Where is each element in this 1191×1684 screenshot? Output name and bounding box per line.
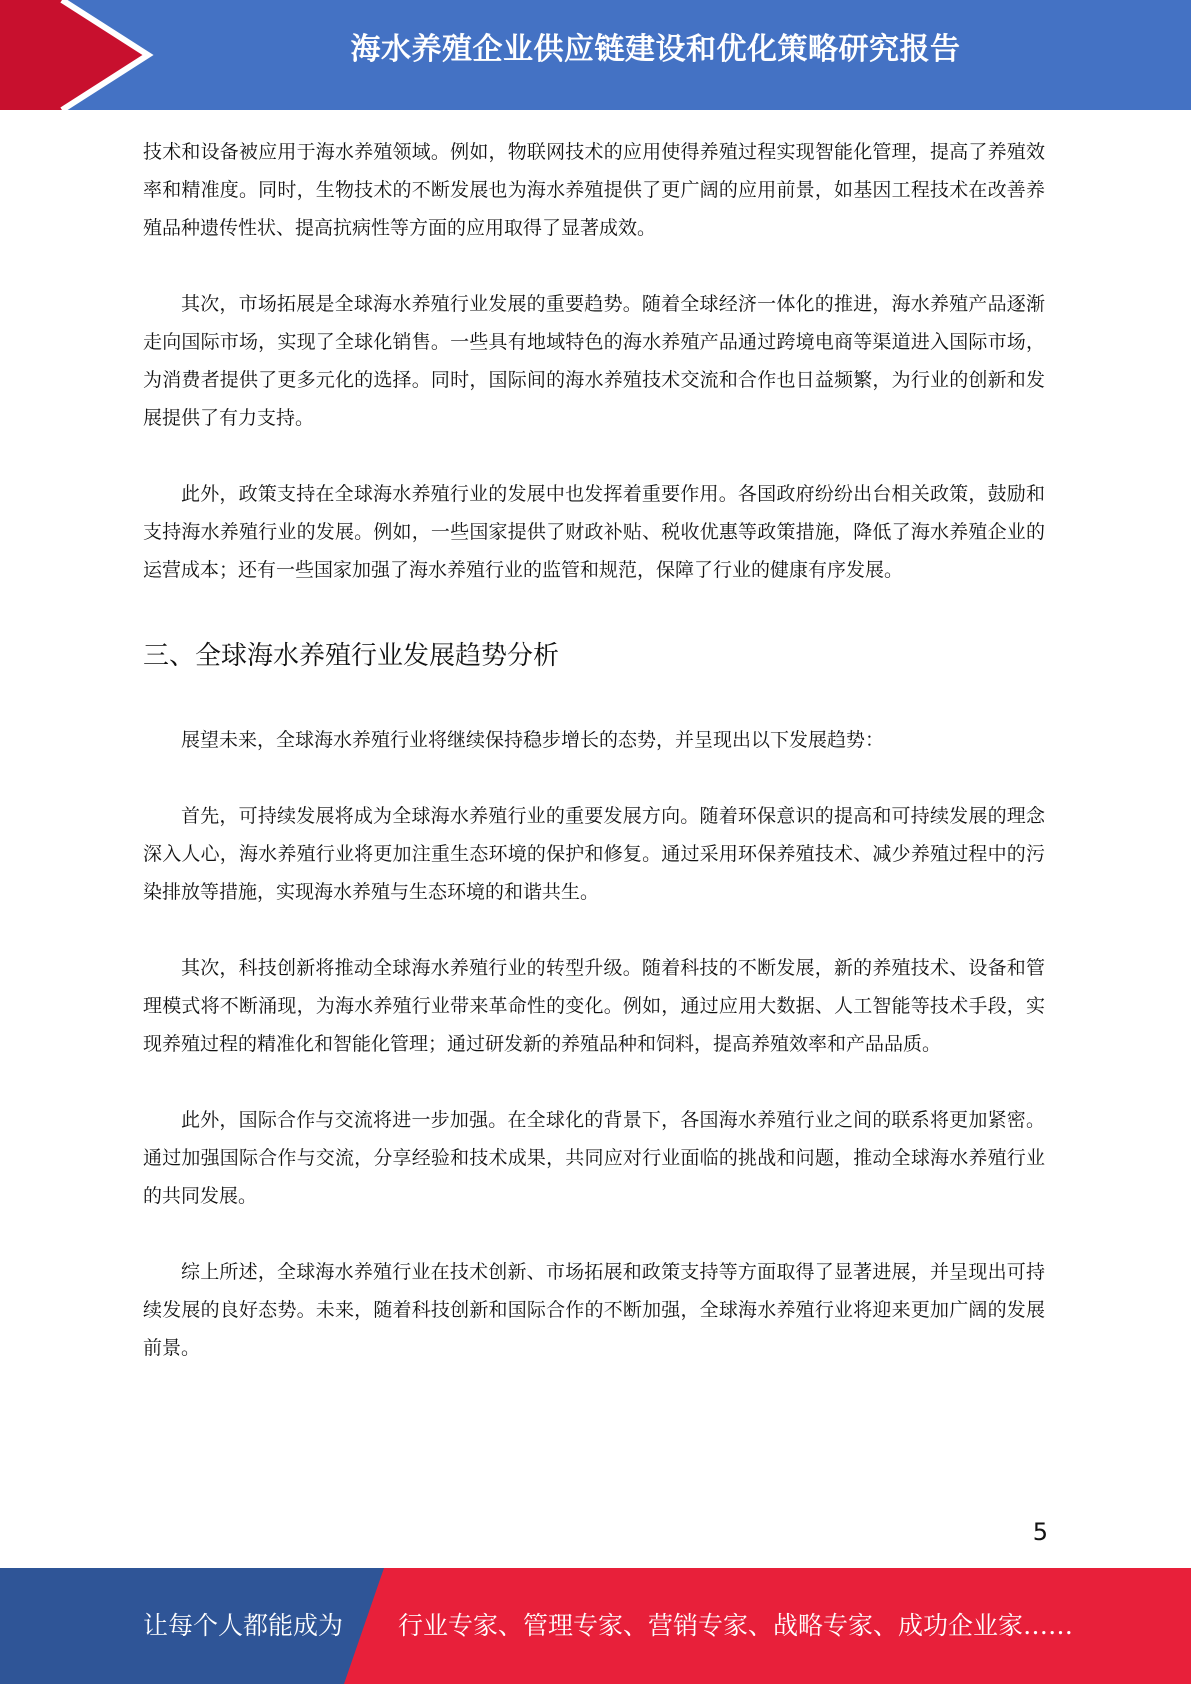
page-number: 5 bbox=[1032, 1518, 1048, 1546]
paragraph: 其次，科技创新将推动全球海水养殖行业的转型升级。随着科技的不断发展，新的养殖技术、设备和管理模式将不断涌现，为海水养殖行业带来革命性的变化。例如，通过应用大数据、人工智能等技术手段，实现养殖过程的精准化和智能化管理；通过研发新的养殖品种和饲料，提高养殖效率和产品品质。 bbox=[143, 957, 1045, 1055]
paragraph: 首先，可持续发展将成为全球海水养殖行业的重要发展方向。随着环保意识的提高和可持续发展的理念深入人心，海水养殖行业将更加注重生态环境的保护和修复。通过采用环保养殖技术、减少养殖过程中的污染排放等措施，实现海水养殖与生态环境的和谐共生。 bbox=[143, 805, 1045, 903]
paragraph: 综上所述，全球海水养殖行业在技术创新、市场拓展和政策支持等方面取得了显著进展，并呈现出可持续发展的良好态势。未来，随着科技创新和国际合作的不断加强，全球海水养殖行业将迎来更加广阔的发展前景。 bbox=[143, 1261, 1045, 1359]
document-title: 海水养殖企业供应链建设和优化策略研究报告 bbox=[350, 32, 961, 67]
paragraph: 此外，国际合作与交流将进一步加强。在全球化的背景下，各国海水养殖行业之间的联系将更加紧密。通过加强国际合作与交流，分享经验和技术成果，共同应对行业面临的挑战和问题，推动全球海水养殖行业的共同发展。 bbox=[143, 1109, 1045, 1207]
paragraph: 此外，政策支持在全球海水养殖行业的发展中也发挥着重要作用。各国政府纷纷出台相关政策，鼓励和支持海水养殖行业的发展。例如，一些国家提供了财政补贴、税收优惠等政策措施，降低了海水养殖企业的运营成本；还有一些国家加强了海水养殖行业的监管和规范，保障了行业的健康有序发展。 bbox=[143, 483, 1045, 581]
footer-slogan-left: 让每个人都能成为 bbox=[143, 1611, 344, 1640]
section-heading: 三、全球海水养殖行业发展趋势分析 bbox=[143, 641, 560, 671]
footer-slogan-right: 行业专家、管理专家、营销专家、战略专家、成功企业家…… bbox=[398, 1611, 1074, 1640]
paragraph: 其次，市场拓展是全球海水养殖行业发展的重要趋势。随着全球经济一体化的推进，海水养殖产品逐渐走向国际市场，实现了全球化销售。一些具有地域特色的海水养殖产品通过跨境电商等渠道进入国际市场，为消费者提供了更多元化的选择。同时，国际间的海水养殖技术交流和合作也日益频繁，为行业的创新和发展提供了有力支持。 bbox=[143, 293, 1045, 429]
paragraph: 展望未来，全球海水养殖行业将继续保持稳步增长的态势，并呈现出以下发展趋势： bbox=[181, 729, 885, 751]
page-content bbox=[143, 133, 1045, 1367]
page-header bbox=[0, 0, 1191, 110]
page-footer bbox=[0, 1568, 1191, 1684]
paragraph: 技术和设备被应用于海水养殖领域。例如，物联网技术的应用使得养殖过程实现智能化管理，提高了养殖效率和精准度。同时，生物技术的不断发展也为海水养殖提供了更广阔的应用前景，如基因工程技术在改善养殖品种遗传性状、提高抗病性等方面的应用取得了显著成效。 bbox=[143, 141, 1045, 239]
